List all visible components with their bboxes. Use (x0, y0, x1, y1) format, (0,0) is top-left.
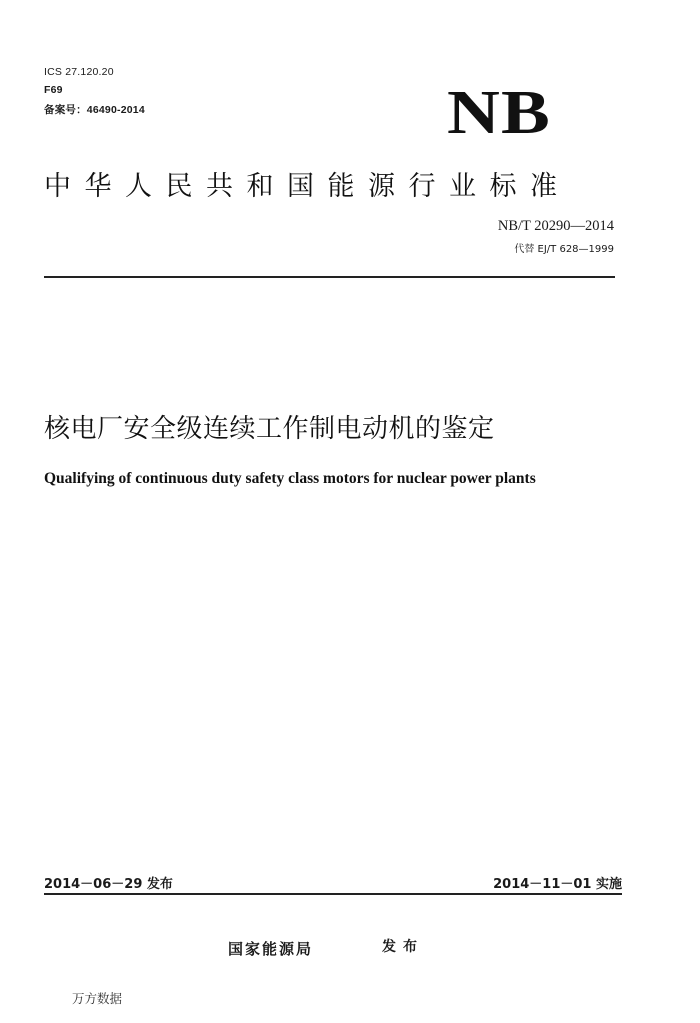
bottom-divider (44, 893, 622, 895)
replaced-standard: 代替 EJ/T 628—1999 (514, 244, 614, 255)
nb-logo: NB (447, 79, 552, 147)
source-watermark: 万方数据 (72, 991, 123, 1006)
industry-standard-title: 中华人民共和国能源行业标准 (44, 171, 571, 202)
top-divider (44, 276, 615, 278)
implementation-date: 2014－11－01 实施 (493, 877, 622, 892)
document-title-chinese: 核电厂安全级连续工作制电动机的鉴定 (44, 414, 495, 444)
publisher-name: 国家能源局 (228, 940, 314, 958)
document-title-english: Qualifying of continuous duty safety class motors for nuclear power plants (44, 470, 536, 487)
ics-code: ICS 27.120.20 (44, 66, 114, 78)
classification-code: F69 (44, 84, 63, 96)
publish-label: 发布 (382, 939, 424, 955)
record-number: 备案号：46490-2014 (44, 104, 145, 116)
issue-date: 2014－06－29 发布 (44, 877, 173, 892)
standard-number: NB/T 20290—2014 (497, 218, 614, 234)
